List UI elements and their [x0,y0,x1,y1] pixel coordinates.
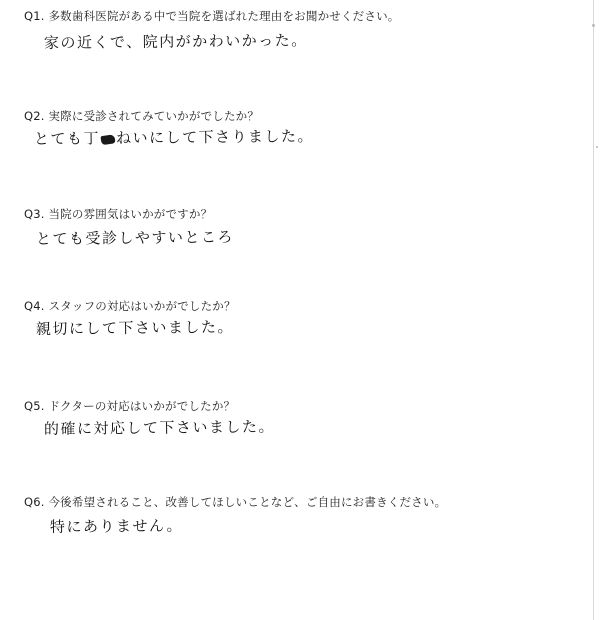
question-6: Q6. 今後希望されること、改善してほしいことなど、ご自由にお書きください。 [24,495,447,509]
question-1: Q1. 多数歯科医院がある中で当院を選ばれた理由をお聞かせください。 [24,9,400,23]
answer-6: 特にありません。 [49,516,183,536]
scan-speck [596,146,598,148]
question-4: Q4. スタッフの対応はいかがでしたか？ [24,299,236,313]
question-3: Q3. 当院の雰囲気はいかがですか？ [24,207,213,221]
answer-1: 家の近くで、院内がかわいかった。 [43,31,308,52]
answer-4: 親切にして下さいました。 [35,317,235,338]
scan-speck [592,24,595,27]
answer-2-part-2: ねいにして下さりました。 [115,127,315,148]
answer-3: とても受診しやすいところ [35,227,235,248]
answer-5: 的確に対応して下さいました。 [43,417,276,438]
crossed-out-scribble [100,134,115,145]
answer-2 [34,125,314,149]
scan-edge-line [593,0,594,620]
question-5: Q5. ドクターの対応はいかがでしたか？ [24,399,236,413]
answer-2-part-1: とても丁 [33,129,101,148]
question-2: Q2. 実際に受診されてみていかがでしたか？ [24,109,260,123]
